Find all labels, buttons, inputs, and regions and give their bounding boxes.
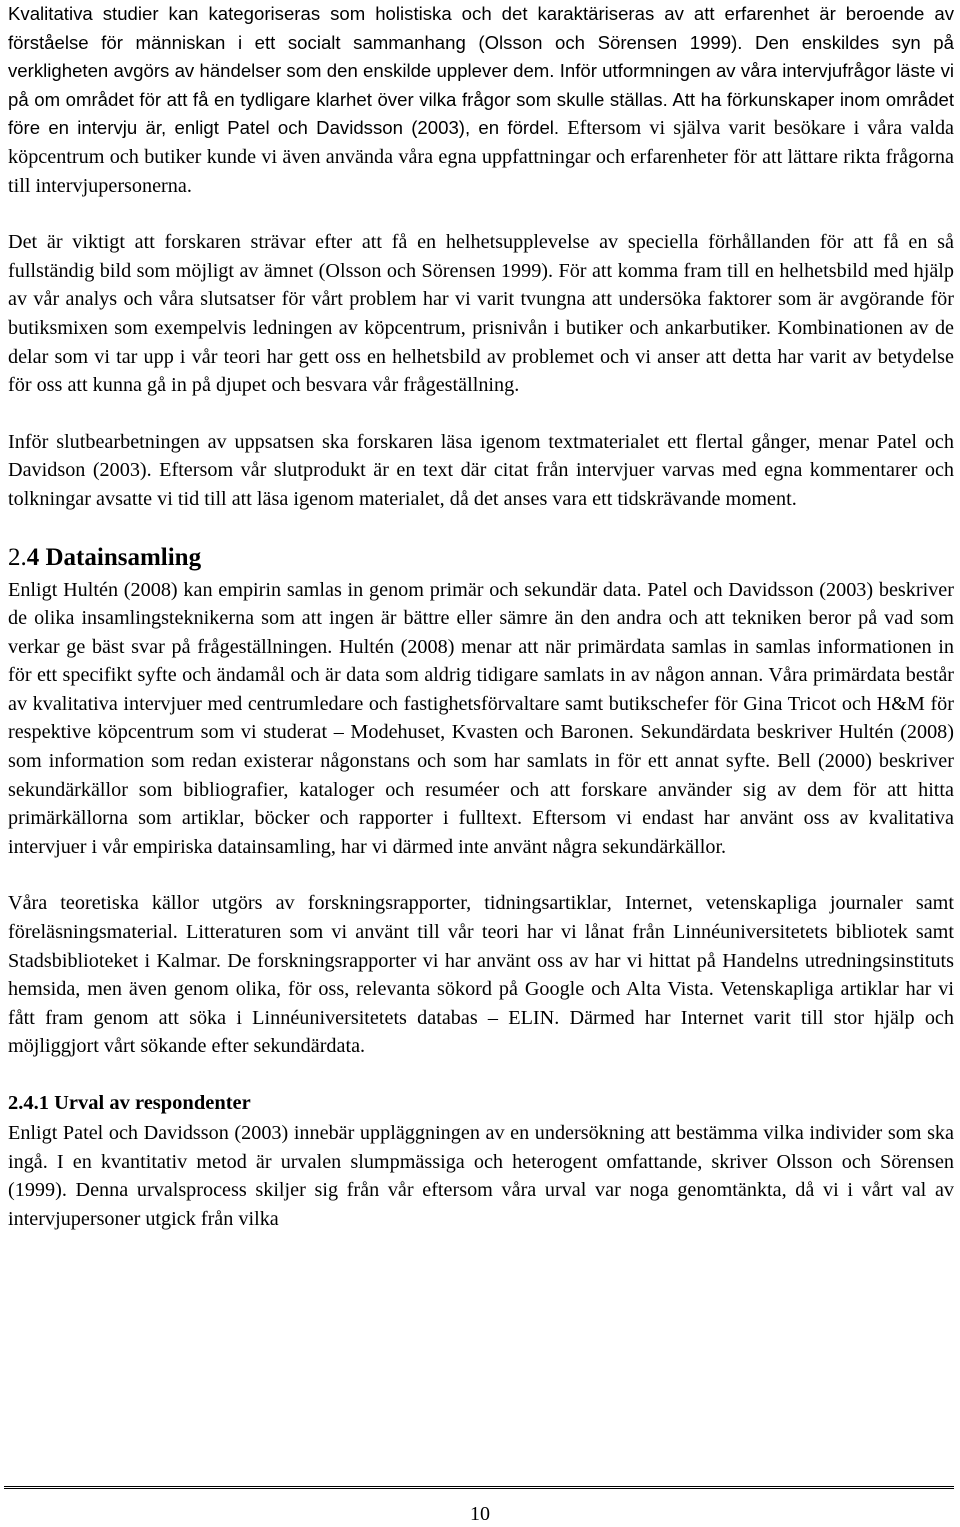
paragraph-helhetsbild: Det är viktigt att forskaren strävar efter att få en helhetsupplevelse av speciella förhållanden för att få en så fullständig bild som möjligt av ämnet (Olsson och Sörensen 1999). För att komma fram till en helhetsbild med hjälp av vår analys och våra slutsatser för vårt problem har vi varit tvungna att undersöka faktorer som är avgörande för butiksmixen som exempelvis ledningen av köpcentrum, prisnivån i butiker och ankarbutiker. Kombinationen av de delar som vi tar upp i vår teori har gett oss en helhetsbild av problemet och vi anser att detta har varit av betydelse för oss att kunna gå in på djupet och besvara vår frågeställning.	[8, 231, 954, 397]
section-heading-datainsamling	[8, 542, 954, 574]
footer-divider	[4, 1486, 954, 1489]
paragraph-slutbearbetning: Inför slutbearbetningen av uppsatsen ska forskaren läsa igenom textmaterialet ett flertal gånger, menar Patel och Davidson (2003). Eftersom vår slutprodukt är en text där citat från intervjuer varvas med egna kommentarer och tolkningar avsatte vi tid till att läsa igenom materialet, då det anses vara ett tidskrävande moment.	[8, 430, 954, 510]
section-number: 2.	[8, 543, 27, 571]
paragraph-intro	[8, 0, 954, 200]
intro-text-serif: Eftersom vi själva varit besökare i våra valda köpcentrum och butiker kunde vi även använda våra egna uppfattningar och erfarenheter för att lättare rikta frågorna till intervjupersonerna.	[8, 117, 955, 197]
section-number-suffix: 4	[26, 543, 40, 571]
paragraph-teoretiska-kallor: Våra teoretiska källor utgörs av forskningsrapporter, tidningsartiklar, Internet, vetenskapliga journaler samt föreläsningsmaterial. Litteraturen som vi använt till vår teori har vi lånat från Linnéuniversitetets bibliotek samt Stadsbiblioteket i Kalmar. De forskningsrapporter vi har använt oss av har vi hittat på Handelns utredningsinstituts hemsida, men även genom olika, för oss, relevanta sökord på Google och Alta Vista. Vetenskapliga artiklar har vi fått fram genom att söka i Linnéuniversitetets databas – ELIN. Därmed har Internet varit till stor hjälp och möjliggjort vårt sökande efter sekundärdata.	[8, 892, 954, 1058]
subsection-heading-urval: 2.4.1 Urval av respondenter	[8, 1092, 251, 1114]
page-number: 10	[470, 1503, 490, 1525]
paragraph-urval: Enligt Patel och Davidsson (2003) innebär uppläggningen av en undersökning att bestämma vilka individer som ska ingå. I en kvantitativ metod är urvalen slumpmässiga och heterogent omfattande, skriver Olsson och Sörensen (1999). Denna urvalsprocess skiljer sig från vår eftersom våra urval var noga genomtänkta, då vi i vårt val av intervjupersoner utgick från vilka	[8, 1122, 954, 1230]
document-page	[8, 0, 954, 1233]
section-title: Datainsamling	[39, 543, 202, 571]
paragraph-datainsamling: Enligt Hultén (2008) kan empirin samlas in genom primär och sekundär data. Patel och Davidsson (2003) beskriver de olika insamlingsteknikerna som att ingen är bättre eller sämre än den andra och att tekniken beror på vad som verkar ge bäst svar på frågeställningen. Hultén (2008) menar att när primärdata samlas in samlas informationen in för ett specifikt syfte och ändamål och är data som aldrig tidigare samlats in av någon annan. Våra primärdata består av kvalitativa intervjuer med centrumledare och fastighetsförvaltare samt butikschefer för Gina Tricot och H&M för respektive köpcentrum som vi studerat – Modehuset, Kvasten och Baronen. Sekundärdata beskriver Hultén (2008) som information som redan existerar någonstans och som har samlats in för ett annat syfte. Bell (2000) beskriver sekundärkällor som bibliografier, kataloger och resuméer och att forskare använder sig av dem för att hitta primärkällorna som artiklar, böcker och rapporter i fulltext. Eftersom vi endast har använt oss av kvalitativa intervjuer i vår empiriska datainsamling, har vi därmed inte använt några sekundärkällor.	[8, 578, 954, 858]
intro-text-sans: Kvalitativa studier kan kategoriseras som holistiska och det karaktäriseras av att erfarenhet är beroende av förståelse för människan i ett socialt sammanhang (Olsson och Sörensen 1999). Den enskildes syn på verkligheten avgörs av händelser som den enskilde upplever dem. Inför utformningen av våra intervjufrågor läste vi på om området för att få en tydligare klarhet över vilka frågor som skulle ställas. Att ha förkunskaper inom området före en intervju är, enligt Patel och Davidsson (2003), en fördel.	[8, 3, 954, 139]
